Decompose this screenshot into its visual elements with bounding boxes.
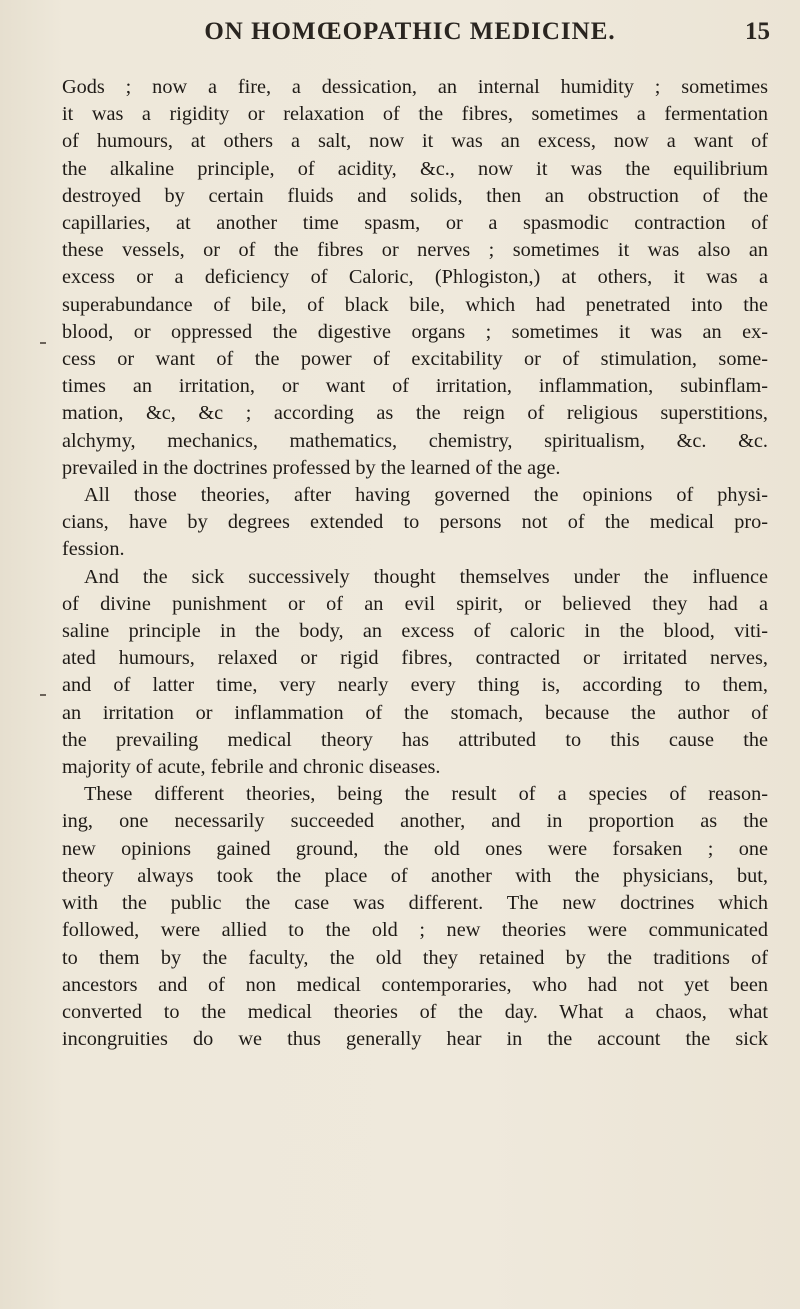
text-line: the prevailing medical theory has attributed to this cause the: [62, 728, 768, 751]
body-text: [62, 74, 768, 1053]
text-line: prevailed in the doctrines professed by the learned of the age.: [62, 456, 561, 479]
text-line: alchymy, mechanics, mathematics, chemistry, spiritualism, &c. &c.: [62, 429, 768, 452]
text-line: cess or want of the power of excitability or of stimulation, some-: [62, 348, 768, 371]
text-line: excess or a deficiency of Caloric, (Phlogiston,) at others, it was a: [62, 266, 768, 289]
text-line: of humours, at others a salt, now it was an excess, now a want of: [62, 130, 768, 153]
text-line: converted to the medical theories of the day. What a chaos, what: [62, 1000, 768, 1023]
text-line: new opinions gained ground, the old ones were forsaken ; one: [62, 837, 768, 860]
paragraph-1: [62, 74, 768, 482]
text-line: incongruities do we thus generally hear in the account the sick: [62, 1028, 768, 1051]
paragraph-2: [62, 482, 768, 564]
text-line: followed, were allied to the old ; new theories were communicated: [62, 919, 768, 942]
text-line: an irritation or inflammation of the stomach, because the author of: [62, 701, 768, 724]
text-line: these vessels, or of the fibres or nerves ; sometimes it was also an: [62, 239, 768, 262]
text-line: capillaries, at another time spasm, or a spasmodic contraction of: [62, 212, 768, 235]
text-line: of divine punishment or of an evil spirit, or believed they had a: [62, 592, 768, 615]
text-line: ated humours, relaxed or rigid fibres, contracted or irritated nerves,: [62, 647, 768, 670]
text-line: Gods ; now a fire, a dessication, an internal humidity ; sometimes: [62, 76, 768, 98]
text-line: All those theories, after having governed the opinions of physi-: [84, 484, 768, 507]
text-line: to them by the faculty, the old they retained by the traditions of: [62, 946, 768, 969]
running-head: [60, 18, 770, 58]
text-line: mation, &c, &c ; according as the reign of religious superstitions,: [62, 402, 768, 425]
text-line: saline principle in the body, an excess of caloric in the blood, viti-: [62, 620, 768, 643]
text-line: And the sick successively thought themselves under the influence: [84, 565, 768, 588]
page-number: 15: [745, 18, 770, 45]
paragraph-3: [62, 564, 768, 782]
text-line: and of latter time, very nearly every thing is, according to them,: [62, 674, 768, 697]
running-title: ON HOMŒOPATHIC MEDICINE.: [204, 18, 616, 45]
text-line: theory always took the place of another with the physicians, but,: [62, 864, 768, 887]
gutter-mark: [40, 694, 46, 696]
text-line: superabundance of bile, of black bile, which had penetrated into the: [62, 293, 768, 316]
text-line: majority of acute, febrile and chronic diseases.: [62, 756, 441, 779]
paragraph-4: [62, 781, 768, 1053]
text-line: destroyed by certain fluids and solids, then an obstruction of the: [62, 184, 768, 207]
text-line: ing, one necessarily succeeded another, and in proportion as the: [62, 810, 768, 833]
text-line: times an irritation, or want of irritation, inflammation, subinflam-: [62, 375, 768, 398]
text-line: blood, or oppressed the digestive organs ; sometimes it was an ex-: [62, 320, 768, 343]
gutter-mark: [40, 342, 46, 344]
text-line: cians, have by degrees extended to persons not of the medical pro-: [62, 511, 768, 534]
text-line: These different theories, being the result of a species of reason-: [84, 783, 768, 806]
text-line: fession.: [62, 538, 125, 561]
text-line: the alkaline principle, of acidity, &c., now it was the equilibrium: [62, 157, 768, 180]
text-line: ancestors and of non medical contemporaries, who had not yet been: [62, 973, 768, 996]
text-line: with the public the case was different. The new doctrines which: [62, 892, 768, 915]
text-line: it was a rigidity or relaxation of the fibres, sometimes a fermentation: [62, 103, 768, 126]
